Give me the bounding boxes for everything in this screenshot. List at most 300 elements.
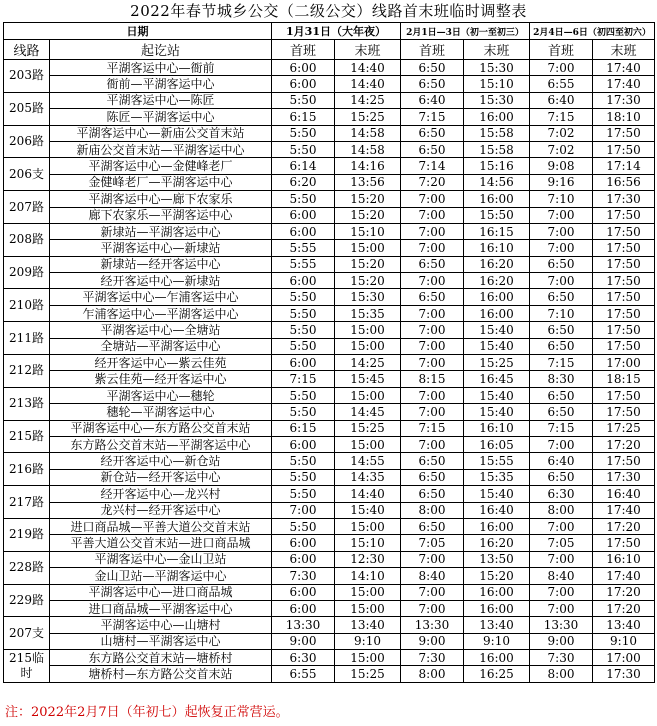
stop-pair: 衙前—平湖客运中心: [50, 76, 272, 92]
last-bus-time: 16:05: [464, 436, 530, 452]
stop-pair: 平湖客运中心—金健峰老厂: [50, 158, 272, 174]
first-bus-time: 5:55: [272, 240, 335, 256]
route-name: 215路: [4, 420, 50, 453]
last-bus-time: 14:25: [335, 355, 401, 371]
last-bus-time: 13:50: [464, 551, 530, 567]
last-bus-time: 17:30: [593, 92, 655, 108]
first-bus-time: 7:10: [530, 191, 593, 207]
stop-pair: 经开客运中心—新仓站: [50, 453, 272, 469]
first-bus-time: 7:00: [530, 223, 593, 239]
first-bus-time: 9:00: [401, 633, 464, 649]
table-row: [4, 650, 655, 666]
last-bus-time: 17:40: [593, 568, 655, 584]
table-row: [4, 600, 655, 616]
first-bus-time: 13:30: [530, 617, 593, 633]
route-name: 213路: [4, 387, 50, 420]
stop-pair: 龙兴村—经开客运中心: [50, 502, 272, 518]
last-bus-time: 15:20: [335, 273, 401, 289]
last-bus-time: 16:40: [593, 486, 655, 502]
stop-pair: 平湖客运中心—衙前: [50, 60, 272, 76]
first-bus-time: 6:50: [530, 404, 593, 420]
first-bus-time: 7:15: [272, 371, 335, 387]
stop-pair: 平湖客运中心—陈匠: [50, 92, 272, 108]
last-bus-time: 15:35: [335, 305, 401, 321]
last-bus-time: 12:30: [335, 551, 401, 567]
first-bus-time: 7:00: [401, 322, 464, 338]
first-bus-time: 6:50: [401, 141, 464, 157]
first-bus-time: 6:20: [272, 174, 335, 190]
first-bus-time: 9:08: [530, 158, 593, 174]
last-bus-time: 17:50: [593, 322, 655, 338]
table-row: [4, 289, 655, 305]
last-bus-time: 17:20: [593, 600, 655, 616]
last-bus-time: 17:00: [593, 355, 655, 371]
stop-pair: 廊下农家乐—平湖客运中心: [50, 207, 272, 223]
stop-pair: 进口商品城—平湖客运中心: [50, 600, 272, 616]
last-bus-time: 17:50: [593, 289, 655, 305]
last-bus-time: 15:00: [335, 387, 401, 403]
first-bus-time: 6:50: [401, 125, 464, 141]
first-bus-time: 7:00: [530, 436, 593, 452]
stop-pair: 平湖客运中心—穗轮: [50, 387, 272, 403]
first-bus-time: 7:00: [401, 223, 464, 239]
first-bus-time: 8:00: [401, 502, 464, 518]
last-bus-time: 14:40: [335, 60, 401, 76]
last-bus-time: 17:50: [593, 535, 655, 551]
table-row: [4, 240, 655, 256]
route-name: 209路: [4, 256, 50, 289]
last-bus-time: 15:25: [464, 355, 530, 371]
period-header-1: 1月31日（大年夜）: [272, 23, 401, 40]
last-bus-time: 15:40: [464, 387, 530, 403]
last-bus-time: 16:00: [464, 289, 530, 305]
table-row: [4, 420, 655, 436]
last-bus-time: 16:15: [464, 223, 530, 239]
first-bus-time: 7:00: [530, 207, 593, 223]
first-bus-time: 7:00: [530, 584, 593, 600]
last-bus-time: 14:40: [335, 486, 401, 502]
last-bus-time: 16:45: [464, 371, 530, 387]
last-bus-time: 15:40: [464, 486, 530, 502]
last-header-1: 末班: [335, 40, 401, 60]
stop-pair: 紫云佳苑—经开客运中心: [50, 371, 272, 387]
first-bus-time: 6:00: [272, 355, 335, 371]
first-bus-time: 7:00: [401, 207, 464, 223]
stop-pair: 新埭站—平湖客运中心: [50, 223, 272, 239]
first-bus-time: 7:00: [401, 240, 464, 256]
table-row: [4, 191, 655, 207]
first-bus-time: 6:15: [272, 109, 335, 125]
last-bus-time: 13:40: [464, 617, 530, 633]
table-row: [4, 355, 655, 371]
first-bus-time: 6:00: [272, 223, 335, 239]
last-bus-time: 16:00: [464, 109, 530, 125]
first-bus-time: 7:00: [401, 600, 464, 616]
last-bus-time: 14:35: [335, 469, 401, 485]
stop-pair: 平湖客运中心—廊下农家乐: [50, 191, 272, 207]
first-bus-time: 7:00: [401, 191, 464, 207]
first-bus-time: 7:00: [401, 584, 464, 600]
last-bus-time: 15:00: [335, 240, 401, 256]
schedule-table: [3, 22, 655, 683]
last-bus-time: 9:10: [464, 633, 530, 649]
first-bus-time: 5:50: [272, 125, 335, 141]
last-bus-time: 15:00: [335, 600, 401, 616]
last-bus-time: 15:10: [335, 223, 401, 239]
stop-pair: 金健峰老厂—平湖客运中心: [50, 174, 272, 190]
stop-header: 起讫站: [50, 40, 272, 60]
stop-pair: 东方路公交首末站—塘桥村: [50, 650, 272, 666]
last-bus-time: 15:20: [335, 256, 401, 272]
last-bus-time: 16:00: [464, 600, 530, 616]
first-bus-time: 7:00: [530, 518, 593, 534]
table-row: [4, 535, 655, 551]
route-name: 206支: [4, 158, 50, 191]
first-bus-time: 7:30: [530, 650, 593, 666]
first-bus-time: 13:30: [272, 617, 335, 633]
last-bus-time: 17:20: [593, 584, 655, 600]
last-bus-time: 17:30: [593, 191, 655, 207]
last-bus-time: 17:50: [593, 305, 655, 321]
stop-pair: 新埭站—经开客运中心: [50, 256, 272, 272]
footnote: 注：2022年2月7日（年初七）起恢复正常营运。: [5, 705, 289, 720]
first-bus-time: 5:50: [272, 289, 335, 305]
first-bus-time: 6:50: [401, 76, 464, 92]
table-row: [4, 387, 655, 403]
first-bus-time: 7:00: [401, 305, 464, 321]
last-bus-time: 17:50: [593, 338, 655, 354]
first-bus-time: 6:50: [530, 469, 593, 485]
last-bus-time: 9:10: [335, 633, 401, 649]
last-bus-time: 15:58: [464, 125, 530, 141]
last-bus-time: 13:40: [335, 617, 401, 633]
last-bus-time: 15:58: [464, 141, 530, 157]
first-bus-time: 5:50: [272, 453, 335, 469]
first-bus-time: 13:30: [401, 617, 464, 633]
last-bus-time: 17:50: [593, 404, 655, 420]
first-bus-time: 5:50: [272, 486, 335, 502]
first-bus-time: 6:50: [401, 453, 464, 469]
last-bus-time: 16:25: [464, 666, 530, 682]
first-bus-time: 6:15: [272, 420, 335, 436]
table-row: [4, 76, 655, 92]
first-bus-time: 5:50: [272, 305, 335, 321]
stop-pair: 乍浦客运中心—平湖客运中心: [50, 305, 272, 321]
last-bus-time: 13:40: [593, 617, 655, 633]
first-bus-time: 6:50: [401, 289, 464, 305]
last-bus-time: 17:50: [593, 273, 655, 289]
last-bus-time: 17:40: [593, 502, 655, 518]
last-bus-time: 16:56: [593, 174, 655, 190]
first-bus-time: 6:50: [401, 486, 464, 502]
table-row: [4, 273, 655, 289]
first-bus-time: 5:50: [272, 404, 335, 420]
last-bus-time: 14:58: [335, 125, 401, 141]
stop-pair: 陈匠—平湖客运中心: [50, 109, 272, 125]
last-bus-time: 17:20: [593, 436, 655, 452]
last-bus-time: 16:10: [464, 240, 530, 256]
first-bus-time: 8:40: [401, 568, 464, 584]
first-bus-time: 5:50: [272, 518, 335, 534]
first-bus-time: 7:15: [530, 420, 593, 436]
route-header: 线路: [4, 40, 50, 60]
first-bus-time: 5:50: [272, 141, 335, 157]
last-bus-time: 15:20: [464, 568, 530, 584]
first-bus-time: 5:50: [272, 387, 335, 403]
first-bus-time: 7:20: [401, 174, 464, 190]
first-bus-time: 7:15: [401, 420, 464, 436]
last-bus-time: 17:50: [593, 240, 655, 256]
first-bus-time: 6:00: [272, 207, 335, 223]
table-row: [4, 584, 655, 600]
first-bus-time: 6:55: [272, 666, 335, 682]
last-bus-time: 17:50: [593, 141, 655, 157]
last-bus-time: 17:50: [593, 223, 655, 239]
first-bus-time: 8:00: [530, 502, 593, 518]
first-bus-time: 9:00: [530, 633, 593, 649]
first-bus-time: 9:16: [530, 174, 593, 190]
first-bus-time: 6:40: [401, 92, 464, 108]
date-header: 日期: [4, 23, 272, 40]
table-row: [4, 518, 655, 534]
last-bus-time: 18:10: [593, 109, 655, 125]
table-row: [4, 141, 655, 157]
first-bus-time: 7:00: [401, 387, 464, 403]
stop-pair: 全塘站—平湖客运中心: [50, 338, 272, 354]
last-bus-time: 15:30: [464, 92, 530, 108]
last-bus-time: 16:10: [593, 551, 655, 567]
table-row: [4, 338, 655, 354]
last-bus-time: 14:40: [335, 76, 401, 92]
first-bus-time: 8:40: [530, 568, 593, 584]
first-bus-time: 6:50: [401, 469, 464, 485]
period-header-3: 2月4日—6日（初四至初六）: [530, 23, 655, 40]
first-bus-time: 7:00: [272, 502, 335, 518]
first-bus-time: 7:00: [401, 338, 464, 354]
table-row: [4, 125, 655, 141]
first-bus-time: 7:05: [530, 535, 593, 551]
first-bus-time: 5:50: [272, 322, 335, 338]
first-bus-time: 7:14: [401, 158, 464, 174]
stop-pair: 平湖客运中心—新庙公交首末站: [50, 125, 272, 141]
last-bus-time: 15:00: [335, 650, 401, 666]
table-row: [4, 633, 655, 649]
last-bus-time: 14:56: [464, 174, 530, 190]
first-bus-time: 7:00: [401, 436, 464, 452]
stop-pair: 平湖客运中心—乍浦客运中心: [50, 289, 272, 305]
table-row: [4, 486, 655, 502]
last-header-3: 末班: [593, 40, 655, 60]
route-name: 207支: [4, 617, 50, 650]
table-row: [4, 666, 655, 682]
first-bus-time: 7:00: [530, 600, 593, 616]
table-row: [4, 617, 655, 633]
last-bus-time: 15:00: [335, 518, 401, 534]
last-bus-time: 16:20: [464, 273, 530, 289]
last-bus-time: 9:10: [593, 633, 655, 649]
first-bus-time: 7:00: [530, 240, 593, 256]
first-bus-time: 6:30: [530, 486, 593, 502]
first-bus-time: 8:30: [530, 371, 593, 387]
last-bus-time: 16:20: [464, 256, 530, 272]
first-bus-time: 7:15: [530, 109, 593, 125]
last-header-2: 末班: [464, 40, 530, 60]
last-bus-time: 15:55: [464, 453, 530, 469]
last-bus-time: 17:50: [593, 207, 655, 223]
last-bus-time: 14:10: [335, 568, 401, 584]
last-bus-time: 15:25: [335, 666, 401, 682]
route-name: 212路: [4, 355, 50, 388]
last-bus-time: 15:45: [335, 371, 401, 387]
first-bus-time: 6:00: [272, 60, 335, 76]
last-bus-time: 15:00: [335, 322, 401, 338]
first-bus-time: 7:05: [401, 535, 464, 551]
last-bus-time: 17:20: [593, 518, 655, 534]
table-row: [4, 469, 655, 485]
table-row: [4, 322, 655, 338]
last-bus-time: 14:58: [335, 141, 401, 157]
last-bus-time: 14:55: [335, 453, 401, 469]
last-bus-time: 15:30: [335, 289, 401, 305]
stop-pair: 新庙公交首末站—平湖客运中心: [50, 141, 272, 157]
first-bus-time: 5:50: [272, 92, 335, 108]
first-bus-time: 5:55: [272, 256, 335, 272]
stop-pair: 平湖客运中心—金山卫站: [50, 551, 272, 567]
table-row: [4, 223, 655, 239]
first-bus-time: 5:50: [272, 469, 335, 485]
stop-pair: 平湖客运中心—东方路公交首末站: [50, 420, 272, 436]
last-bus-time: 15:25: [335, 420, 401, 436]
header-row-periods: [4, 23, 655, 40]
table-row: [4, 109, 655, 125]
first-bus-time: 6:00: [272, 273, 335, 289]
stop-pair: 山塘村—平湖客运中心: [50, 633, 272, 649]
last-bus-time: 14:16: [335, 158, 401, 174]
stop-pair: 新仓站—经开客运中心: [50, 469, 272, 485]
last-bus-time: 15:10: [464, 76, 530, 92]
last-bus-time: 16:00: [464, 518, 530, 534]
table-row: [4, 305, 655, 321]
last-bus-time: 17:40: [593, 60, 655, 76]
first-bus-time: 6:00: [272, 584, 335, 600]
first-bus-time: 6:30: [272, 650, 335, 666]
stop-pair: 东方路公交首末站—平湖客运中心: [50, 436, 272, 452]
route-name: 208路: [4, 223, 50, 256]
period-header-2: 2月1日—3日（初一至初三）: [401, 23, 530, 40]
stop-pair: 平湖客运中心—进口商品城: [50, 584, 272, 600]
first-bus-time: 6:50: [530, 322, 593, 338]
first-header-1: 首班: [272, 40, 335, 60]
table-row: [4, 453, 655, 469]
last-bus-time: 15:00: [335, 584, 401, 600]
stop-pair: 经开客运中心—紫云佳苑: [50, 355, 272, 371]
route-name: 207路: [4, 191, 50, 224]
last-bus-time: 17:50: [593, 453, 655, 469]
first-bus-time: 8:00: [401, 666, 464, 682]
first-bus-time: 9:00: [272, 633, 335, 649]
last-bus-time: 16:00: [464, 584, 530, 600]
first-bus-time: 6:50: [401, 256, 464, 272]
first-bus-time: 7:00: [401, 355, 464, 371]
first-bus-time: 7:10: [530, 305, 593, 321]
stop-pair: 经开客运中心—龙兴村: [50, 486, 272, 502]
last-bus-time: 15:20: [335, 207, 401, 223]
last-bus-time: 15:16: [464, 158, 530, 174]
first-header-3: 首班: [530, 40, 593, 60]
first-bus-time: 7:15: [401, 109, 464, 125]
last-bus-time: 14:25: [335, 92, 401, 108]
first-bus-time: 7:30: [272, 568, 335, 584]
table-row: [4, 502, 655, 518]
table-row: [4, 404, 655, 420]
first-bus-time: 7:02: [530, 125, 593, 141]
route-name: 229路: [4, 584, 50, 617]
route-name: 215临时: [4, 650, 50, 683]
first-bus-time: 7:00: [530, 60, 593, 76]
first-bus-time: 6:50: [530, 338, 593, 354]
table-row: [4, 174, 655, 190]
first-bus-time: 6:00: [272, 76, 335, 92]
first-bus-time: 8:15: [401, 371, 464, 387]
last-bus-time: 14:45: [335, 404, 401, 420]
stop-pair: 经开客运中心—新埭站: [50, 273, 272, 289]
last-bus-time: 16:00: [464, 191, 530, 207]
last-bus-time: 15:40: [464, 338, 530, 354]
first-bus-time: 7:00: [530, 273, 593, 289]
stop-pair: 金山卫站—平湖客运中心: [50, 568, 272, 584]
first-bus-time: 8:00: [530, 666, 593, 682]
first-bus-time: 6:14: [272, 158, 335, 174]
last-bus-time: 15:10: [335, 535, 401, 551]
route-name: 203路: [4, 60, 50, 93]
stop-pair: 平湖客运中心—山塘村: [50, 617, 272, 633]
first-bus-time: 7:30: [401, 650, 464, 666]
last-bus-time: 17:50: [593, 125, 655, 141]
table-row: [4, 436, 655, 452]
first-bus-time: 7:02: [530, 141, 593, 157]
first-bus-time: 6:00: [272, 551, 335, 567]
last-bus-time: 15:40: [335, 502, 401, 518]
route-name: 219路: [4, 518, 50, 551]
last-bus-time: 17:30: [593, 666, 655, 682]
page-title: 2022年春节城乡公交（二级公交）线路首末班临时调整表: [130, 2, 527, 20]
stop-pair: 塘桥村—东方路公交首末站: [50, 666, 272, 682]
last-bus-time: 15:40: [464, 322, 530, 338]
route-name: 206路: [4, 125, 50, 158]
stop-pair: 平湖客运中心—全塘站: [50, 322, 272, 338]
route-name: 205路: [4, 92, 50, 125]
stop-pair: 进口商品城—平善大道公交首末站: [50, 518, 272, 534]
last-bus-time: 15:00: [335, 436, 401, 452]
first-bus-time: 5:50: [272, 191, 335, 207]
last-bus-time: 17:50: [593, 256, 655, 272]
first-bus-time: 5:50: [272, 338, 335, 354]
last-bus-time: 18:15: [593, 371, 655, 387]
stop-pair: 平善大道公交首末站—进口商品城: [50, 535, 272, 551]
last-bus-time: 15:35: [464, 469, 530, 485]
last-bus-time: 15:25: [335, 109, 401, 125]
first-header-2: 首班: [401, 40, 464, 60]
last-bus-time: 16:10: [464, 420, 530, 436]
last-bus-time: 16:40: [464, 502, 530, 518]
first-bus-time: 6:40: [530, 92, 593, 108]
first-bus-time: 7:15: [530, 355, 593, 371]
table-row: [4, 158, 655, 174]
first-bus-time: 6:50: [530, 387, 593, 403]
last-bus-time: 16:20: [464, 535, 530, 551]
last-bus-time: 17:14: [593, 158, 655, 174]
first-bus-time: 6:40: [530, 453, 593, 469]
